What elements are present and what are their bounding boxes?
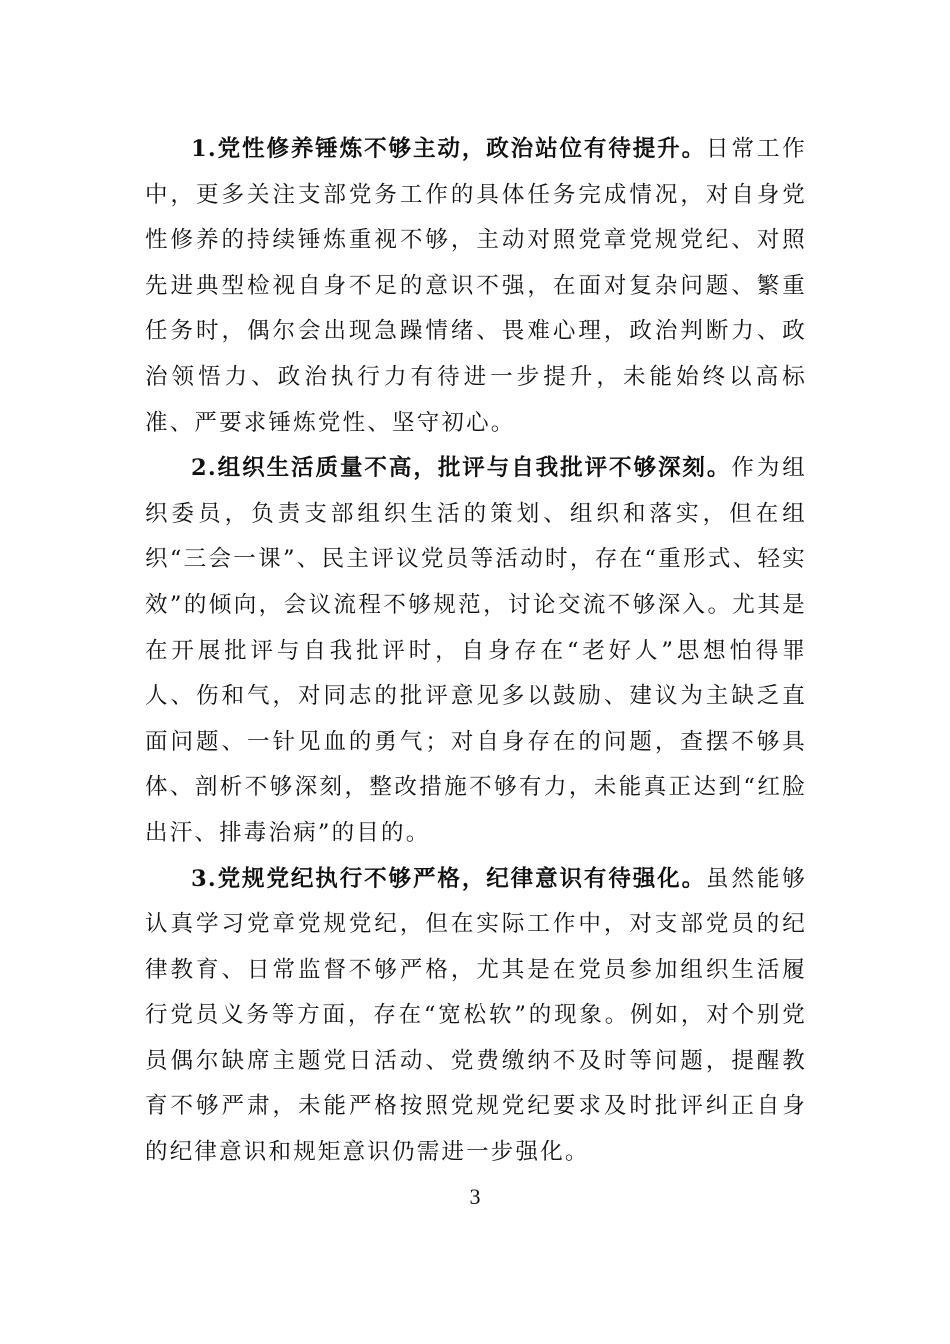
paragraph-1 [145,127,807,446]
paragraph-2 [145,446,807,856]
paragraph-1-heading: 1.党性修养锤炼不够主动，政治站位有待提升。 [191,136,707,162]
paragraph-2-heading: 2.组织生活质量不高，批评与自我批评不够深刻。 [191,455,732,482]
document-body [145,127,807,1176]
paragraph-2-body: 作为组织委员，负责支部组织生活的策划、组织和落实，但在组织“三会一课”、民主评议党员等活动时，存在“重形式、轻实效”的倾向，会议流程不够规范，讨论交流不够深入。尤其是在开展批评与自我批评时，自身存在“老好人”思想怕得罪人、伤和气，对同志的批评意见多以鼓励、建议为主缺乏直面问题、一针见血的勇气；对自身存在的问题，查摆不够具体、剖析不够深刻，整改措施不够有力，未能真正达到“红脸出汗、排毒治病”的目的。 [145,455,808,846]
paragraph-3-heading: 3.党规党纪执行不够严格，纪律意识有待强化。 [191,865,707,892]
paragraph-3 [145,857,807,1176]
paragraph-1-body: 日常工作中，更多关注支部党务工作的具体任务完成情况，对自身党性修养的持续锤炼重视不够，主动对照党章党规党纪、对照先进典型检视自身不足的意识不强，在面对复杂问题、繁重任务时，偶尔会出现急躁情绪、畏难心理，政治判断力、政治领悟力、政治执行力有待进一步提升，未能始终以高标准、严要求锤炼党性、坚守初心。 [145,136,807,436]
paragraph-3-body: 虽然能够认真学习党章党规党纪，但在实际工作中，对支部党员的纪律教育、日常监督不够严格，尤其是在党员参加组织生活履行党员义务等方面，存在“宽松软”的现象。例如，对个别党员偶尔缺席主题党日活动、党费缴纳不及时等问题，提醒教育不够严肃，未能严格按照党规党纪要求及时批评纠正自身的纪律意识和规矩意识仍需进一步强化。 [145,865,807,1166]
page-number: 3 [469,1184,481,1209]
